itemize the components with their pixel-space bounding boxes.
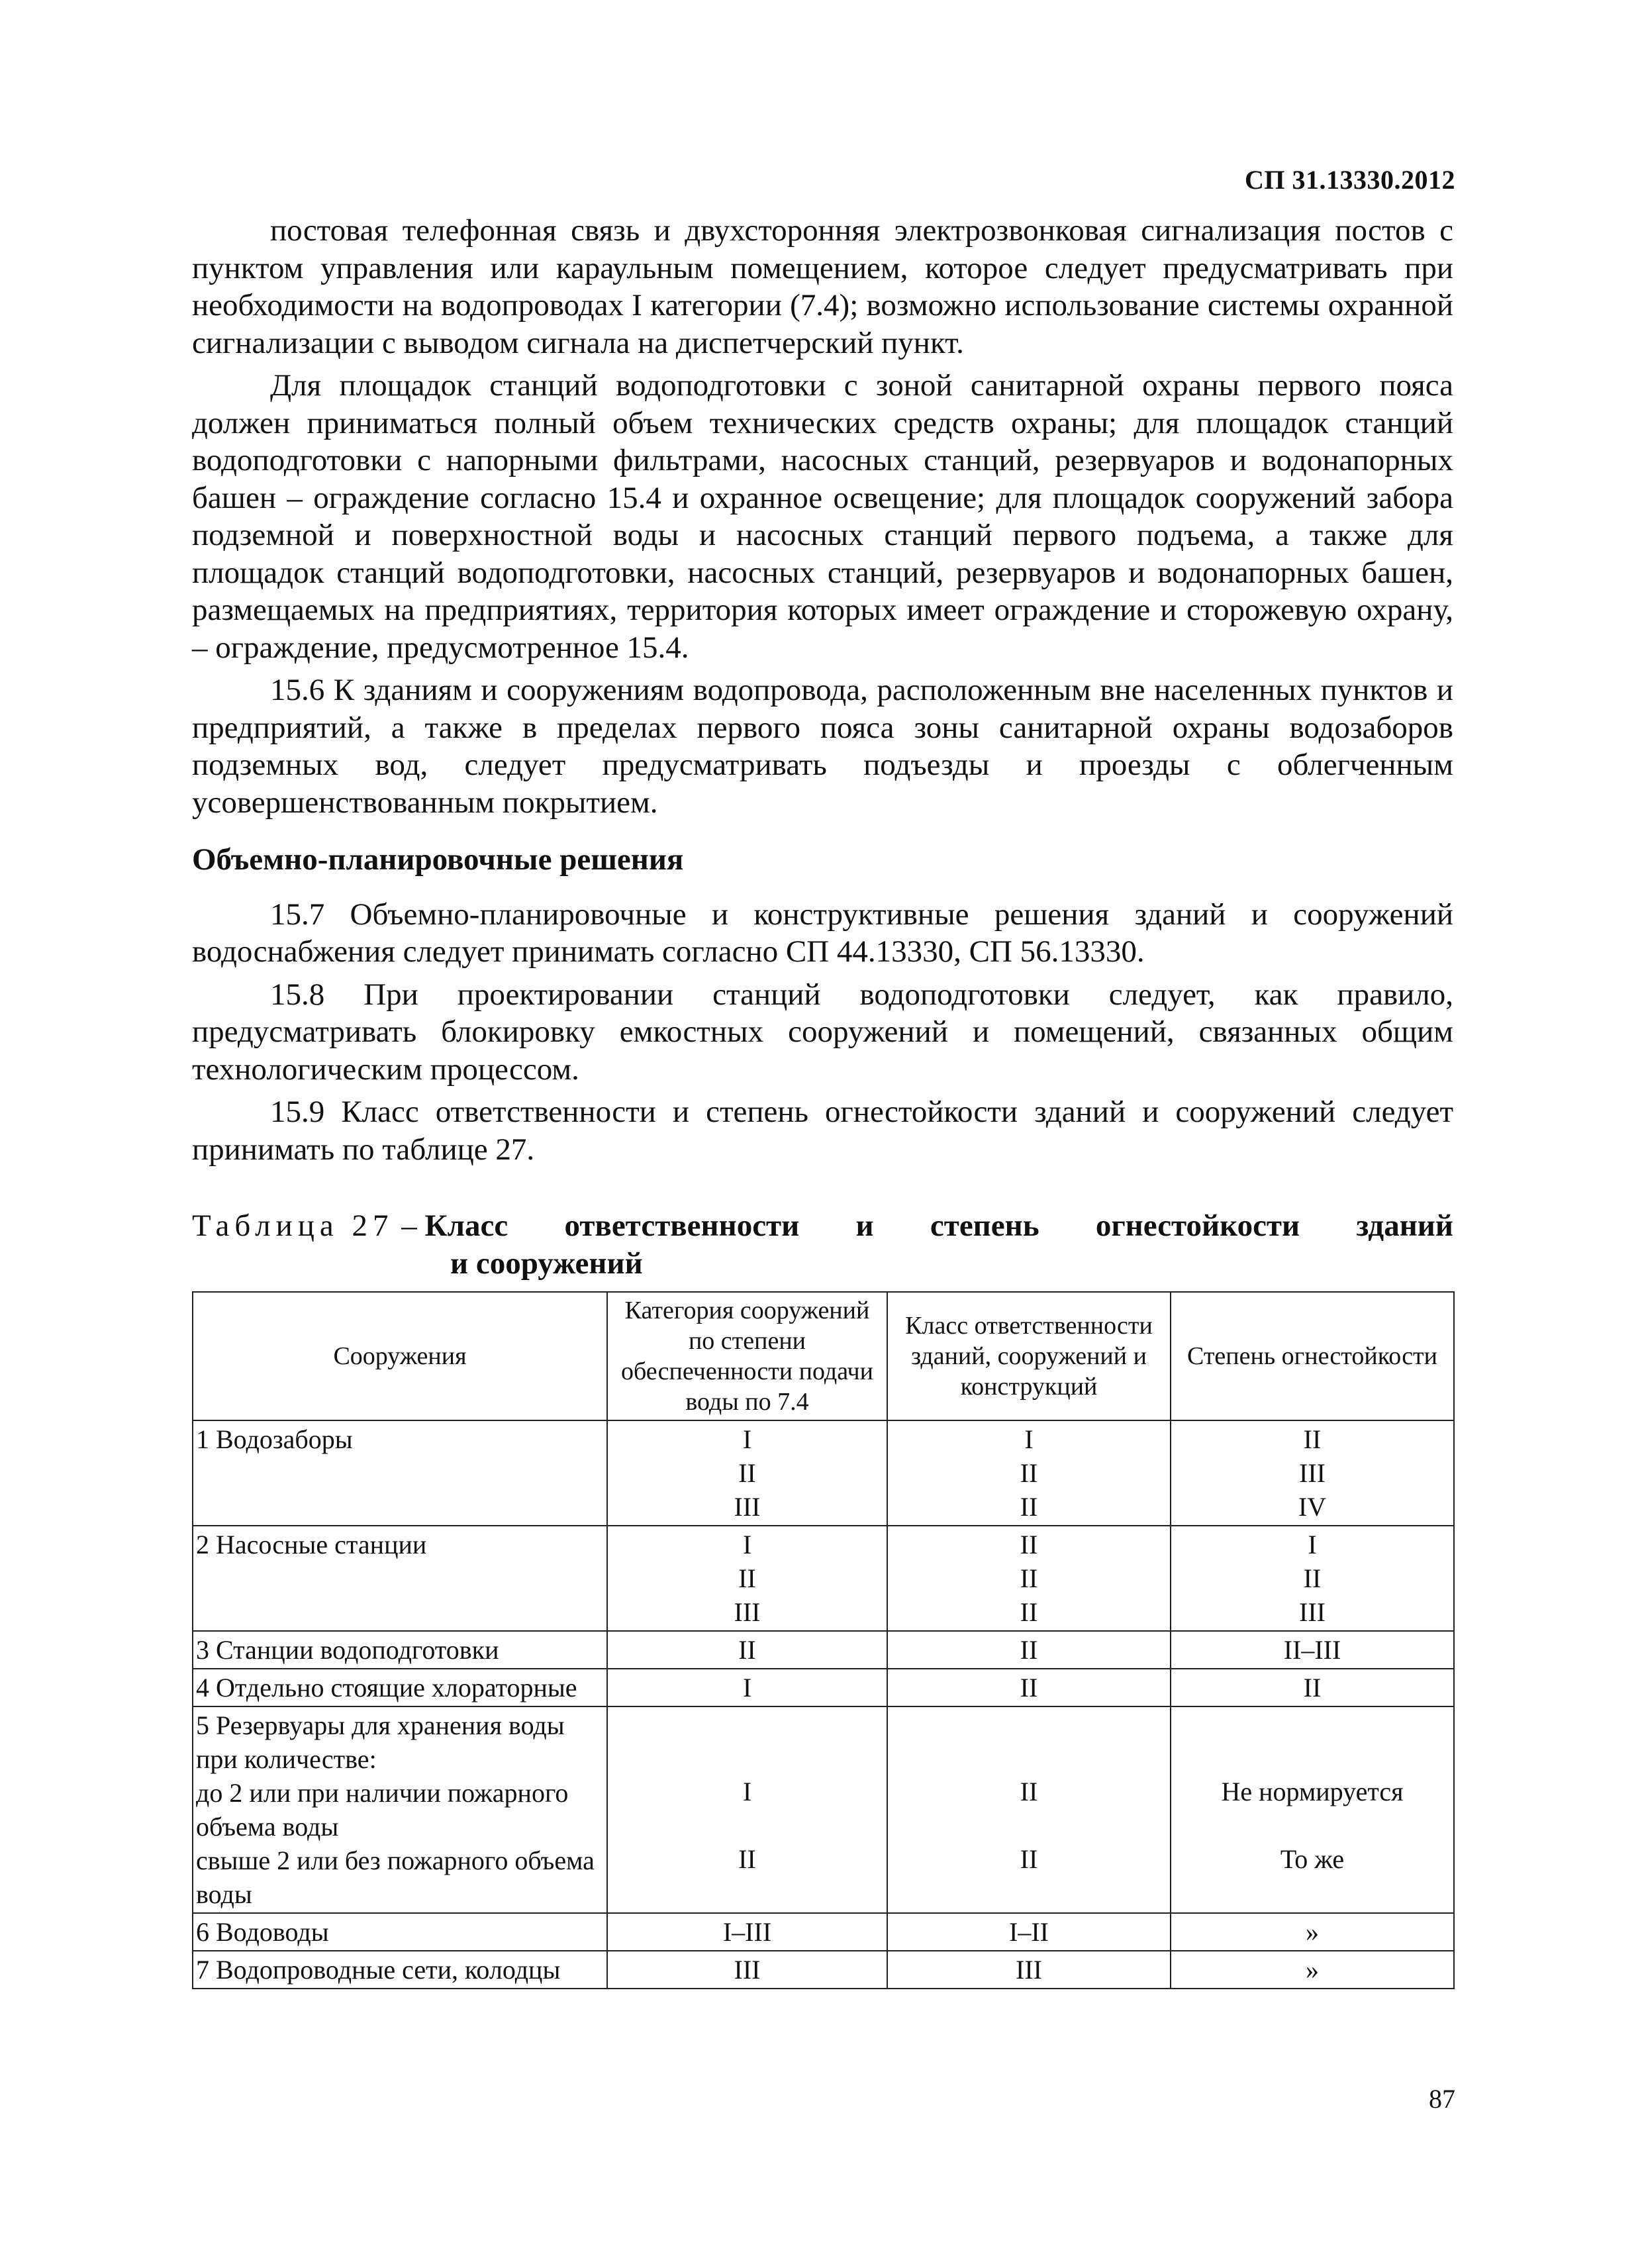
body-text bbox=[192, 212, 1453, 1168]
category-cell: I II bbox=[607, 1706, 887, 1913]
paragraph-continuation: постовая телефонная связь и двухсторонняя электрозвонковая сигнализация постов с пунктом управления или караульным помещением, которое следует предусматривать при необходимости на водопроводах I категории (7.4); возможно использование системы охранной сигнализации с выводом сигнала на диспетчерский пункт. bbox=[192, 213, 1453, 360]
row-name: 7 Водопроводные сети, колодцы bbox=[193, 1951, 607, 1989]
responsibility-class-cell: I–II bbox=[887, 1913, 1171, 1951]
table-caption-line2: и сооружений bbox=[450, 1246, 643, 1281]
table-caption-word: огнестойкости bbox=[1095, 1208, 1300, 1243]
responsibility-class-cell: II II II bbox=[887, 1526, 1171, 1631]
column-header-responsibility-class: Класс ответственности зданий, сооружений и конструкций bbox=[887, 1292, 1171, 1420]
table-caption-prefix: Таблица 27 bbox=[192, 1208, 394, 1243]
row-name: 1 Водозаборы bbox=[193, 1420, 607, 1526]
fire-resistance-cell: » bbox=[1171, 1913, 1454, 1951]
category-cell: I bbox=[607, 1669, 887, 1706]
table-caption-word: и bbox=[855, 1208, 874, 1243]
fire-resistance-cell: II bbox=[1171, 1669, 1454, 1706]
paragraph-15-6: 15.6 К зданиям и сооружениям водопровода, расположенным вне населенных пунктов и предприятий, а также в пределах первого пояса зоны санитарной охраны водозаборов подземных вод, следует предусматривать подъезды и проезды с облегченным усовершенствованным покрытием. bbox=[192, 673, 1453, 820]
fire-resistance-cell: Не нормируется То же bbox=[1171, 1706, 1454, 1913]
table-caption-word: степень bbox=[930, 1208, 1039, 1243]
row-name: 2 Насосные станции bbox=[193, 1526, 607, 1631]
responsibility-class-cell: III bbox=[887, 1951, 1171, 1989]
table-row bbox=[193, 1420, 1454, 1526]
table-row bbox=[193, 1669, 1454, 1706]
table-header-row bbox=[193, 1292, 1454, 1420]
table-row bbox=[193, 1631, 1454, 1669]
row-name-head: 5 Резервуары для хранения воды при количестве: bbox=[196, 1710, 565, 1774]
row-subname: до 2 или при наличии пожарного объема воды bbox=[196, 1778, 569, 1842]
column-header-structures: Сооружения bbox=[193, 1292, 607, 1420]
section-title: Объемно-планировочные решения bbox=[192, 842, 684, 877]
fire-resistance-cell: » bbox=[1171, 1951, 1454, 1989]
table-27 bbox=[192, 1291, 1455, 1989]
paragraph-security-facilities: Для площадок станций водоподготовки с зоной санитарной охраны первого пояса должен приниматься полный объем технических средств охраны; для площадок станций водоподготовки с напорными фильтрами, насосных станций, резервуаров и водонапорных башен – ограждение согласно 15.4 и охранное освещение; для площадок сооружений забора подземной и поверхностной воды и насосных станций первого подъема, а также для площадок станций водоподготовки, насосных станций, резервуаров и водонапорных башен, размещаемых на предприятиях, территория которых имеет ограждение и сторожевую охрану, – ограждение, предусмотренное 15.4. bbox=[192, 368, 1453, 665]
paragraph-15-8: 15.8 При проектировании станций водоподготовки следует, как правило, предусматривать блокировку емкостных сооружений и помещений, связанных общим технологическим процессом. bbox=[192, 977, 1453, 1087]
table-caption-word: Класс bbox=[424, 1208, 508, 1243]
table-caption-dash: – bbox=[393, 1208, 425, 1243]
row-name bbox=[193, 1706, 607, 1913]
row-name: 6 Водоводы bbox=[193, 1913, 607, 1951]
page-number: 87 bbox=[1429, 2084, 1455, 2114]
category-cell: I II III bbox=[607, 1526, 887, 1631]
responsibility-class-cell: I II II bbox=[887, 1420, 1171, 1526]
fire-resistance-cell: II–III bbox=[1171, 1631, 1454, 1669]
row-name: 3 Станции водоподготовки bbox=[193, 1631, 607, 1669]
table-row bbox=[193, 1951, 1454, 1989]
row-subname: свыше 2 или без пожарного объема воды bbox=[196, 1846, 595, 1909]
column-header-fire-resistance: Степень огнестойкости bbox=[1171, 1292, 1454, 1420]
category-cell: III bbox=[607, 1951, 887, 1989]
row-name: 4 Отдельно стоящие хлораторные bbox=[193, 1669, 607, 1706]
table-caption-word: зданий bbox=[1356, 1208, 1453, 1243]
table-row bbox=[193, 1526, 1454, 1631]
category-cell: II bbox=[607, 1631, 887, 1669]
fire-resistance-cell: I II III bbox=[1171, 1526, 1454, 1631]
responsibility-class-cell: II bbox=[887, 1631, 1171, 1669]
table-caption-word: ответственности bbox=[564, 1208, 800, 1243]
category-cell: I–III bbox=[607, 1913, 887, 1951]
table-row bbox=[193, 1706, 1454, 1913]
responsibility-class-cell: II bbox=[887, 1669, 1171, 1706]
fire-resistance-cell: II III IV bbox=[1171, 1420, 1454, 1526]
column-header-category: Категория сооружений по степени обеспеченности подачи воды по 7.4 bbox=[607, 1292, 887, 1420]
table-caption bbox=[192, 1207, 1453, 1282]
responsibility-class-cell: II II bbox=[887, 1706, 1171, 1913]
document-code-header: СП 31.13330.2012 bbox=[1245, 165, 1455, 195]
category-cell: I II III bbox=[607, 1420, 887, 1526]
table-row bbox=[193, 1913, 1454, 1951]
paragraph-15-9: 15.9 Класс ответственности и степень огнестойкости зданий и сооружений следует принимать по таблице 27. bbox=[192, 1095, 1453, 1167]
paragraph-15-7: 15.7 Объемно-планировочные и конструктивные решения зданий и сооружений водоснабжения следует принимать согласно СП 44.13330, СП 56.13330. bbox=[192, 897, 1453, 969]
